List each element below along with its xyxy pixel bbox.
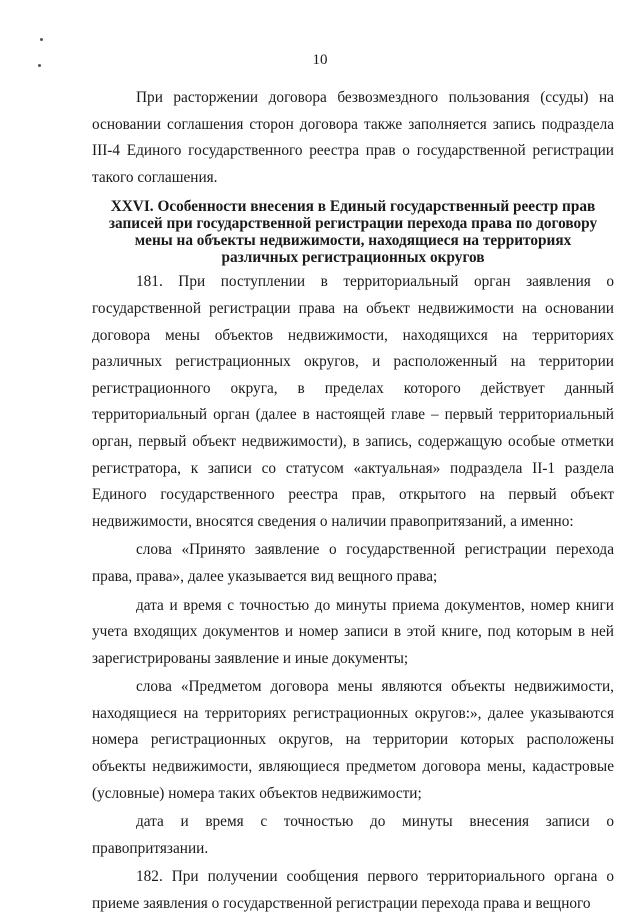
page-number: 10	[312, 52, 328, 68]
section-heading-line: XXVI. Особенности внесения в Единый государственный реестр прав	[110, 198, 596, 216]
paragraph-181: 181. При поступлении в территориальный орган заявления о государственной регистрации права на объект недвижимости на основании договора мены объектов недвижимости, находящихся на территориях различных регистрационных округов, и расположенный на территории регистрационного округа, в пределах которого действует данный территориальный орган (далее в настоящей главе – первый территориальный орган, первый объект недвижимости), в запись, содержащую особые отметки регистратора, к записи со статусом «актуальная» подраздела II-1 раздела Единого государственного реестра прав, открытого на первый объект недвижимости, вносятся сведения о наличии правопритязаний, а именно:	[92, 273, 614, 530]
section-heading	[92, 198, 614, 266]
paragraph-words-subject: слова «Предметом договора мены являются объекты недвижимости, находящиеся на территориях регистрационных округов:», далее указываются номера регистрационных округов, на территории которых расположены объекты недвижимости, являющиеся предметом договора мены, кадастровые (условные) номера таких объектов недвижимости;	[92, 678, 614, 802]
document-body	[92, 85, 614, 918]
paragraph-words-accepted: слова «Принято заявление о государственной регистрации перехода права, права», далее указывается вид вещного права;	[92, 541, 614, 585]
paragraph-dissolution: При расторжении договора безвозмездного пользования (ссуды) на основании соглашения сторон договора также заполняется запись подраздела III-4 Единого государственного реестра прав о государственной регистрации такого соглашения.	[92, 89, 614, 186]
paragraph-date-time-receipt: дата и время с точностью до минуты приема документов, номер книги учета входящих документов и номер записи в этой книге, под которым в ней зарегистрированы заявление и иные документы;	[92, 596, 614, 667]
section-heading-line: записей при государственной регистрации перехода права по договору	[108, 215, 598, 233]
section-heading-line: различных регистрационных округов	[221, 249, 485, 267]
scan-artifact-dot	[40, 38, 43, 41]
section-heading-line: мены на объекты недвижимости, находящиеся на территориях	[134, 232, 572, 250]
paragraph-date-time-entry: дата и время с точностью до минуты внесения записи о правопритязании.	[92, 813, 614, 857]
paragraph-182: 182. При получении сообщения первого территориального органа о приеме заявления о государственной регистрации перехода права и вещного	[92, 868, 614, 913]
